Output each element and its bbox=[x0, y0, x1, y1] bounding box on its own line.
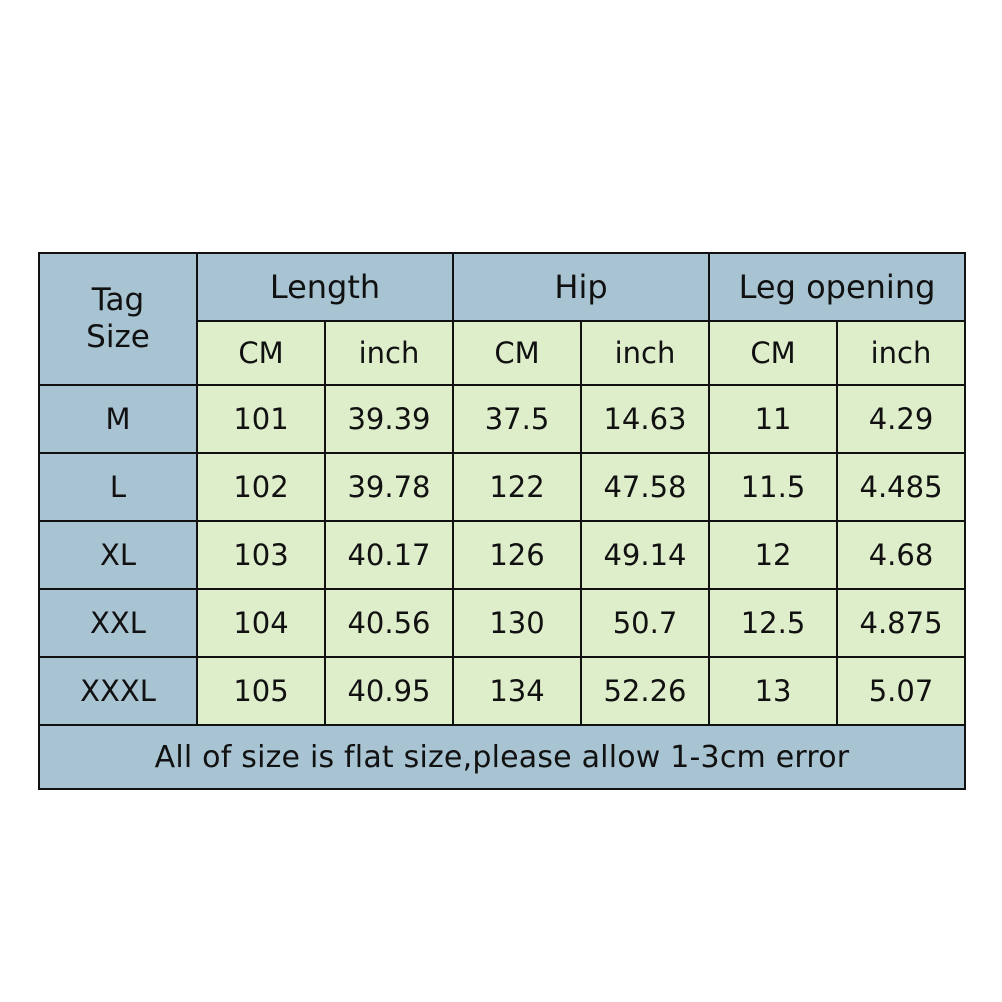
cell-length-inch: 40.17 bbox=[325, 521, 453, 589]
cell-hip-inch: 47.58 bbox=[581, 453, 709, 521]
cell-hip-inch: 52.26 bbox=[581, 657, 709, 725]
cell-hip-cm: 122 bbox=[453, 453, 581, 521]
cell-leg-opening-inch: 4.875 bbox=[837, 589, 965, 657]
cell-length-inch: 39.78 bbox=[325, 453, 453, 521]
unit-header-leg-opening-inch: inch bbox=[837, 321, 965, 385]
cell-length-inch: 40.95 bbox=[325, 657, 453, 725]
cell-length-cm: 105 bbox=[197, 657, 325, 725]
cell-leg-opening-cm: 11.5 bbox=[709, 453, 837, 521]
cell-hip-cm: 130 bbox=[453, 589, 581, 657]
row-size-label: M bbox=[39, 385, 197, 453]
cell-length-inch: 40.56 bbox=[325, 589, 453, 657]
row-size-label: L bbox=[39, 453, 197, 521]
cell-leg-opening-cm: 12.5 bbox=[709, 589, 837, 657]
table-row bbox=[39, 589, 965, 657]
cell-hip-inch: 50.7 bbox=[581, 589, 709, 657]
row-size-label: XXXL bbox=[39, 657, 197, 725]
cell-length-cm: 104 bbox=[197, 589, 325, 657]
tag-size-header-line2: Size bbox=[86, 319, 150, 355]
table-row bbox=[39, 453, 965, 521]
size-chart-container bbox=[38, 252, 964, 790]
unit-header-hip-inch: inch bbox=[581, 321, 709, 385]
cell-leg-opening-cm: 12 bbox=[709, 521, 837, 589]
unit-header-leg-opening-cm: CM bbox=[709, 321, 837, 385]
unit-header-hip-cm: CM bbox=[453, 321, 581, 385]
unit-header-length-inch: inch bbox=[325, 321, 453, 385]
cell-leg-opening-inch: 4.68 bbox=[837, 521, 965, 589]
tag-size-header bbox=[39, 253, 197, 385]
group-header-hip: Hip bbox=[453, 253, 709, 321]
tag-size-header-line1: Tag bbox=[91, 282, 145, 319]
cell-hip-inch: 49.14 bbox=[581, 521, 709, 589]
table-row bbox=[39, 657, 965, 725]
cell-length-cm: 101 bbox=[197, 385, 325, 453]
cell-leg-opening-inch: 5.07 bbox=[837, 657, 965, 725]
footer-note-row bbox=[39, 725, 965, 789]
size-chart-table bbox=[38, 252, 966, 790]
group-header-leg-opening: Leg opening bbox=[709, 253, 965, 321]
cell-leg-opening-cm: 11 bbox=[709, 385, 837, 453]
cell-leg-opening-cm: 13 bbox=[709, 657, 837, 725]
row-size-label: XL bbox=[39, 521, 197, 589]
table-row bbox=[39, 521, 965, 589]
footer-note: All of size is flat size,please allow 1-3cm error bbox=[39, 725, 965, 789]
cell-length-cm: 102 bbox=[197, 453, 325, 521]
cell-leg-opening-inch: 4.29 bbox=[837, 385, 965, 453]
table-row bbox=[39, 385, 965, 453]
row-size-label: XXL bbox=[39, 589, 197, 657]
cell-leg-opening-inch: 4.485 bbox=[837, 453, 965, 521]
cell-hip-cm: 134 bbox=[453, 657, 581, 725]
cell-length-cm: 103 bbox=[197, 521, 325, 589]
group-header-length: Length bbox=[197, 253, 453, 321]
cell-hip-cm: 37.5 bbox=[453, 385, 581, 453]
unit-header-length-cm: CM bbox=[197, 321, 325, 385]
cell-length-inch: 39.39 bbox=[325, 385, 453, 453]
cell-hip-cm: 126 bbox=[453, 521, 581, 589]
table-header-row-groups bbox=[39, 253, 965, 321]
cell-hip-inch: 14.63 bbox=[581, 385, 709, 453]
